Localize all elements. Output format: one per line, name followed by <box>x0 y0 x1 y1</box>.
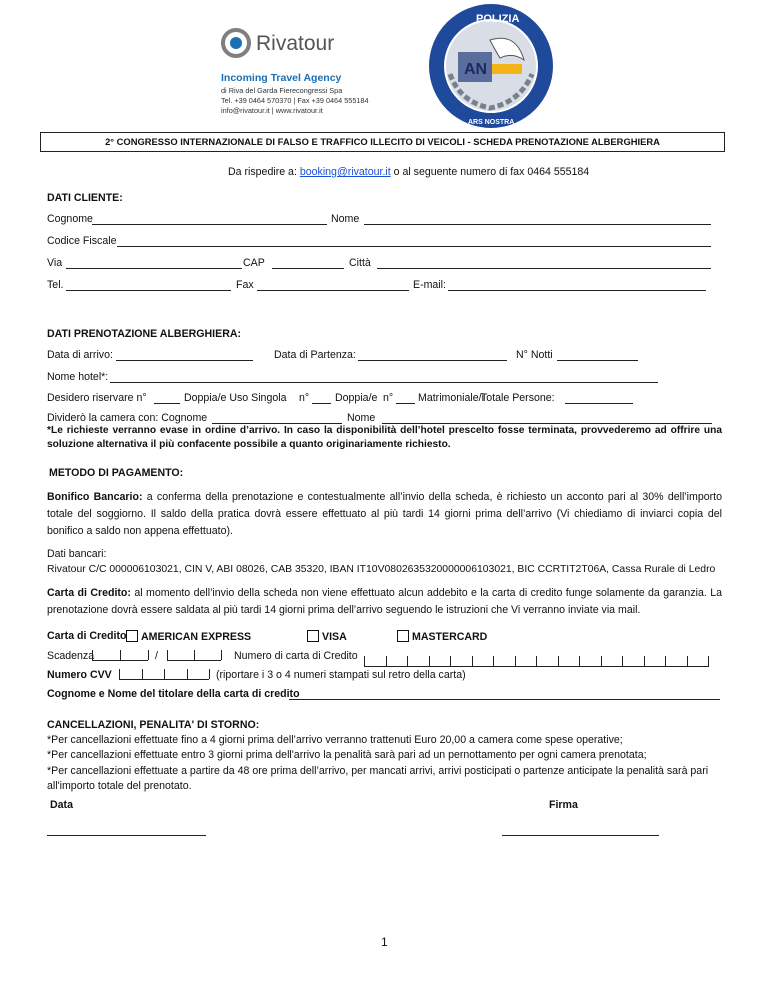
scadenza-label: Scadenza <box>47 650 95 662</box>
fax-label: Fax <box>236 279 254 291</box>
n1-label: n° <box>299 392 310 404</box>
bonifico-label: Bonifico Bancario: <box>47 491 143 503</box>
mastercard-option[interactable] <box>397 630 487 643</box>
address-line-3: info@rivatour.it | www.rivatour.it <box>221 106 323 115</box>
svg-text:POLIZIA: POLIZIA <box>476 13 520 25</box>
card-number-field[interactable] <box>364 656 709 667</box>
send-to-prefix: Da rispedire a: <box>228 166 300 178</box>
matrimoniale-count-field[interactable] <box>396 403 415 404</box>
cancellation-line-2: *Per cancellazioni effettuate entro 3 giorni prima dell'arrivo la penalità sarà pari ad un pernottamento per ogni camera prenotata; <box>47 749 647 761</box>
email-field[interactable] <box>448 290 706 291</box>
booking-email-link[interactable]: booking@rivatour.it <box>299 166 391 178</box>
svg-text:AN: AN <box>464 61 488 78</box>
desidero-label: Desidero riservare n° <box>47 392 147 404</box>
tel-label: Tel. <box>47 279 64 291</box>
partenza-field[interactable] <box>358 360 507 361</box>
notti-label: N° Notti <box>516 349 553 361</box>
hotel-field[interactable] <box>110 382 658 383</box>
codice-fiscale-field[interactable] <box>117 246 711 247</box>
data-label: Data <box>50 799 73 811</box>
scadenza-month-field[interactable] <box>92 650 148 661</box>
n2-label: n° <box>383 392 394 404</box>
via-label: Via <box>47 257 63 269</box>
visa-checkbox[interactable] <box>307 630 319 642</box>
visa-option[interactable] <box>307 630 347 643</box>
send-to-suffix: o al seguente numero di fax 0464 555184 <box>390 166 590 178</box>
partenza-label: Data di Partenza: <box>274 349 356 361</box>
tel-field[interactable] <box>66 290 231 291</box>
scadenza-slash: / <box>155 650 158 662</box>
address-line-2: Tel. +39 0464 570370 | Fax +39 0464 555184 <box>221 96 369 105</box>
totale-field[interactable] <box>565 403 633 404</box>
svg-text:ARS NOSTRA: ARS NOSTRA <box>468 119 515 126</box>
cvv-label: Numero CVV <box>47 669 112 681</box>
citta-label: Città <box>349 257 371 269</box>
hotel-label: Nome hotel*: <box>47 371 109 383</box>
client-heading: DATI CLIENTE: <box>47 192 123 204</box>
rivatour-logo-icon <box>221 28 251 58</box>
police-association-seal <box>420 2 562 130</box>
form-title: 2° CONGRESSO INTERNAZIONALE DI FALSO E TRAFFICO ILLECITO DI VEICOLI - SCHEDA PRENOTAZIONE ALBERGHIERA <box>105 136 660 147</box>
visa-label: VISA <box>322 631 347 643</box>
nome-field[interactable] <box>364 224 711 225</box>
payment-heading: METODO DI PAGAMENTO: <box>49 467 184 479</box>
dividero-nome-label: Nome <box>347 412 376 424</box>
amex-option[interactable] <box>126 630 251 643</box>
cancellation-line-1: *Per cancellazioni effettuate fino a 4 giorni prima dell’arrivo verranno trattenuti Euro 20,00 a camera come spese operative; <box>47 734 623 746</box>
citta-field[interactable] <box>377 268 711 269</box>
firma-field[interactable] <box>502 835 659 836</box>
cap-label: CAP <box>243 257 265 269</box>
carta-label: Carta di Credito: <box>47 587 131 599</box>
bonifico-text: a conferma della prenotazione e contestualmente all’invio della scheda, è richiesto un acconto pari al 30% dell’importo totale del soggiorno. Il saldo della pratica dovrà essere effettuato al più tardi 14 giorni prima dell’arrivo (Vi chiediamo di inviarci copia del bonifico a saldo non appena effettuato). <box>47 491 722 537</box>
dividero-label: Dividerò la camera con: Cognome <box>47 412 208 424</box>
address-line-1: di Riva del Garda Fierecongressi Spa <box>221 86 343 95</box>
notti-field[interactable] <box>557 360 638 361</box>
bonifico-paragraph <box>47 489 722 540</box>
data-field[interactable] <box>47 835 206 836</box>
numero-carta-label: Numero di carta di Credito <box>234 650 358 662</box>
carta-text: al momento dell’invio della scheda non viene effettuato alcun addebito e la carta di credito funge solamente da garanzia. La prenotazione dovrà essere saldata al più tardi 14 giorni prima dell’arrivo seguendo le istruzioni che Vi verranno inviate via mail. <box>47 587 722 616</box>
brand-name: Rivatour <box>256 32 335 55</box>
arrivo-label: Data di arrivo: <box>47 349 113 361</box>
codice-fiscale-label: Codice Fiscale <box>47 235 117 247</box>
titolare-field[interactable] <box>289 699 720 700</box>
doppia-uso-label: Doppia/e Uso Singola <box>184 392 287 404</box>
amex-checkbox[interactable] <box>126 630 138 642</box>
title-box <box>40 132 725 152</box>
cancellation-line-3: *Per cancellazioni effettuate a partire da 48 ore prima dell’arrivo, per mancati arrivi, arrivi posticipati o partenze anticipate la penalità sarà pari all'importo totale del prenotato. <box>47 765 709 792</box>
cvv-field[interactable] <box>119 669 209 680</box>
arrivo-field[interactable] <box>116 360 253 361</box>
carta-paragraph <box>47 585 722 619</box>
firma-label: Firma <box>549 799 578 811</box>
booking-note: *Le richieste verranno evase in ordine d’arrivo. In caso la disponibilità dell’hotel prescelto fosse terminata, provvederemo ad offrire una soluzione alternativa il più confacente possibile a quanto originariamente richiesto. <box>47 425 722 450</box>
fax-field[interactable] <box>257 290 409 291</box>
doppia-count-field[interactable] <box>312 403 331 404</box>
scadenza-year-field[interactable] <box>167 650 221 661</box>
cap-field[interactable] <box>272 268 344 269</box>
doppia-label: Doppia/e <box>335 392 378 404</box>
brand-tagline: Incoming Travel Agency <box>221 72 342 84</box>
booking-heading: DATI PRENOTAZIONE ALBERGHIERA: <box>47 328 242 340</box>
mastercard-checkbox[interactable] <box>397 630 409 642</box>
nome-label: Nome <box>331 213 360 225</box>
cognome-field[interactable] <box>92 224 327 225</box>
mastercard-label: MASTERCARD <box>412 631 488 643</box>
cvv-hint: (riportare i 3 o 4 numeri stampati sul retro della carta) <box>216 669 466 681</box>
dati-bancari-label: Dati bancari: <box>47 548 107 560</box>
cognome-label: Cognome <box>47 213 93 225</box>
card-type-label: Carta di Credito <box>47 630 127 642</box>
doppia-uso-count-field[interactable] <box>154 403 180 404</box>
matrimoniale-label: Matrimoniale/i <box>418 392 484 404</box>
titolare-label: Cognome e Nome del titolare della carta di credito <box>47 688 300 700</box>
totale-label: Totale Persone: <box>481 392 555 404</box>
bank-details: Rivatour C/C 000006103021, CIN V, ABI 08026, CAB 35320, IBAN IT10V0802635320000006103021, BIC CCRTIT2T06A, Cassa Rurale di Ledro <box>47 564 716 575</box>
page-number: 1 <box>381 935 388 949</box>
email-label: E-mail: <box>413 279 446 291</box>
cancellation-heading: CANCELLAZIONI, PENALITA' DI STORNO: <box>47 719 260 731</box>
via-field[interactable] <box>66 268 242 269</box>
amex-label: AMERICAN EXPRESS <box>141 631 252 643</box>
send-to-line <box>228 166 589 178</box>
